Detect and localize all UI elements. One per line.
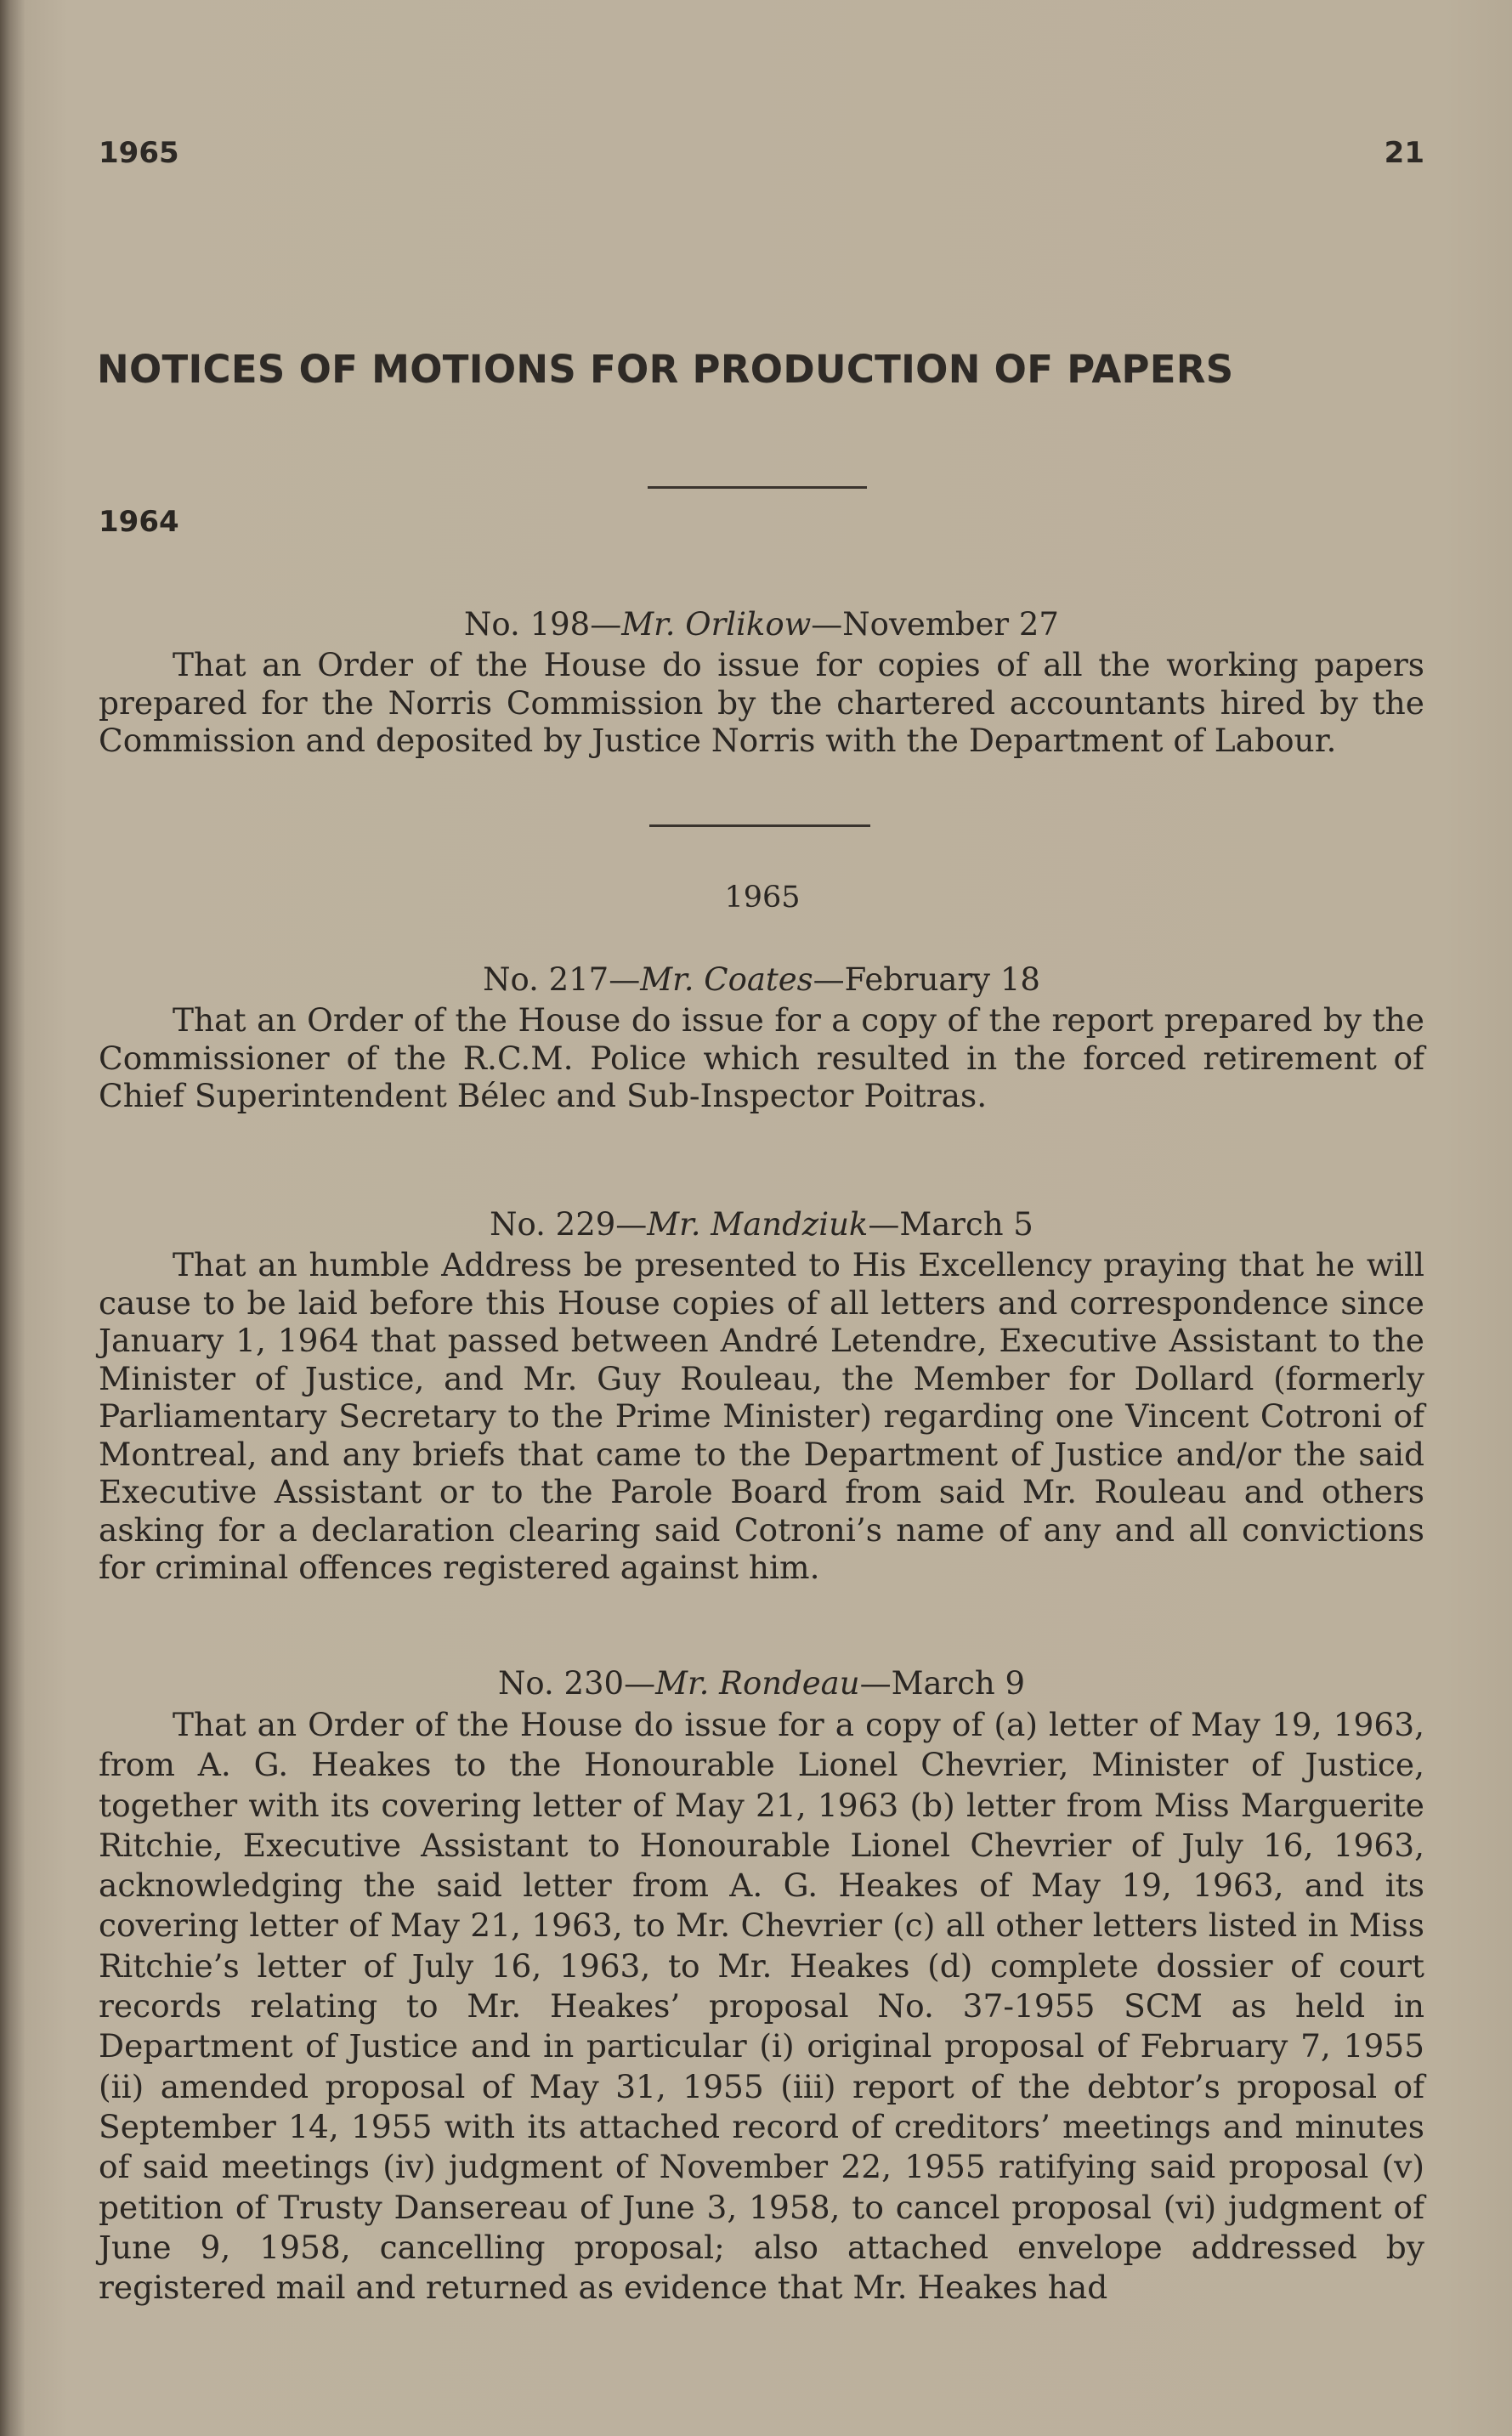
notice-member: Mr. Orlikow xyxy=(621,606,812,643)
notice-230 xyxy=(99,1664,1424,2308)
notice-date: —February 18 xyxy=(813,961,1040,998)
notice-text: That an Order of the House do issue for copies of all the working papers prepared for the Norris Commission by the chartered accountants hired by the Commission and deposited by Justice Norris with the Department of Labour. xyxy=(99,646,1424,759)
notice-heading xyxy=(99,605,1424,644)
notice-198 xyxy=(99,605,1424,760)
notice-number: No. 229— xyxy=(490,1206,648,1243)
notice-text: That an Order of the House do issue for a copy of (a) letter of May 19, 1963, from A. G. Heakes to the Honourable Lionel Chevrier, Minister of Justice, together with its covering letter of May 21, 1963 (b) letter from Miss Marguerite Ritchie, Executive Assistant to Honourable Lionel Chevrier of July 16, 1963, acknowledging the said letter from A. G. Heakes of May 19, 1963, and its covering letter of May 21, 1963, to Mr. Chevrier (c) all other letters listed in Miss Ritchie’s letter of July 16, 1963, to Mr. Heakes (d) complete dossier of court records relating to Mr. Heakes’ proposal No. 37-1955 SCM as held in Department of Justice and in particular (i) original proposal of February 7, 1955 (ii) amended proposal of May 31, 1955 (iii) report of the debtor’s proposal of September 14, 1955 with its attached record of creditors’ meetings and minutes of said meetings (iv) judgment of November 22, 1955 ratifying said proposal (v) petition of Trusty Dansereau of June 3, 1958, to cancel proposal (vi) judgment of June 9, 1958, cancelling proposal; also attached envelope addressed by registered mail and returned as evidence that Mr. Heakes had xyxy=(99,1706,1424,2307)
section-year-1965: 1965 xyxy=(724,881,801,915)
notice-number: No. 198— xyxy=(464,606,622,643)
section-year-1964: 1964 xyxy=(99,505,179,539)
running-head-year: 1965 xyxy=(99,136,179,170)
notice-heading xyxy=(99,1205,1424,1244)
notice-date: —March 5 xyxy=(868,1206,1033,1243)
notice-text: That an Order of the House do issue for a copy of the report prepared by the Commissioner of the R.C.M. Police which resulted in the forced retirement of Chief Superintendent Bélec and Sub-Inspector Poitras. xyxy=(99,1001,1424,1114)
notice-number: No. 230— xyxy=(497,1665,656,1702)
notice-heading xyxy=(99,1664,1424,1703)
notice-date: —March 9 xyxy=(859,1665,1026,1702)
notice-text: That an humble Address be presented to His Excellency praying that he will cause to be laid before this House copies of all letters and correspondence since January 1, 1964 that passed between André Letendre, Executive Assistant to the Minister of Justice, and Mr. Guy Rouleau, the Member for Dollard (formerly Parliamentary Secretary to the Prime Minister) regarding one Vincent Cotroni of Montreal, and any briefs that came to the Department of Justice and/or the said Executive Assistant or to the Parole Board from said Mr. Rouleau and others asking for a declaration clearing said Cotroni’s name of any and all convictions for criminal offences registered against him. xyxy=(99,1246,1424,1586)
notice-heading xyxy=(99,960,1424,1000)
notice-229 xyxy=(99,1205,1424,1587)
notice-date: —November 27 xyxy=(811,606,1059,643)
page-number: 21 xyxy=(1384,136,1424,170)
notice-member: Mr. Rondeau xyxy=(655,1665,860,1702)
notice-member: Mr. Mandziuk xyxy=(647,1206,869,1243)
page-title: NOTICES OF MOTIONS FOR PRODUCTION OF PAPERS xyxy=(97,347,1234,392)
notice-member: Mr. Coates xyxy=(640,961,813,998)
section-divider xyxy=(649,824,870,827)
notice-number: No. 217— xyxy=(483,961,641,998)
section-divider xyxy=(648,486,867,489)
notice-217 xyxy=(99,960,1424,1115)
